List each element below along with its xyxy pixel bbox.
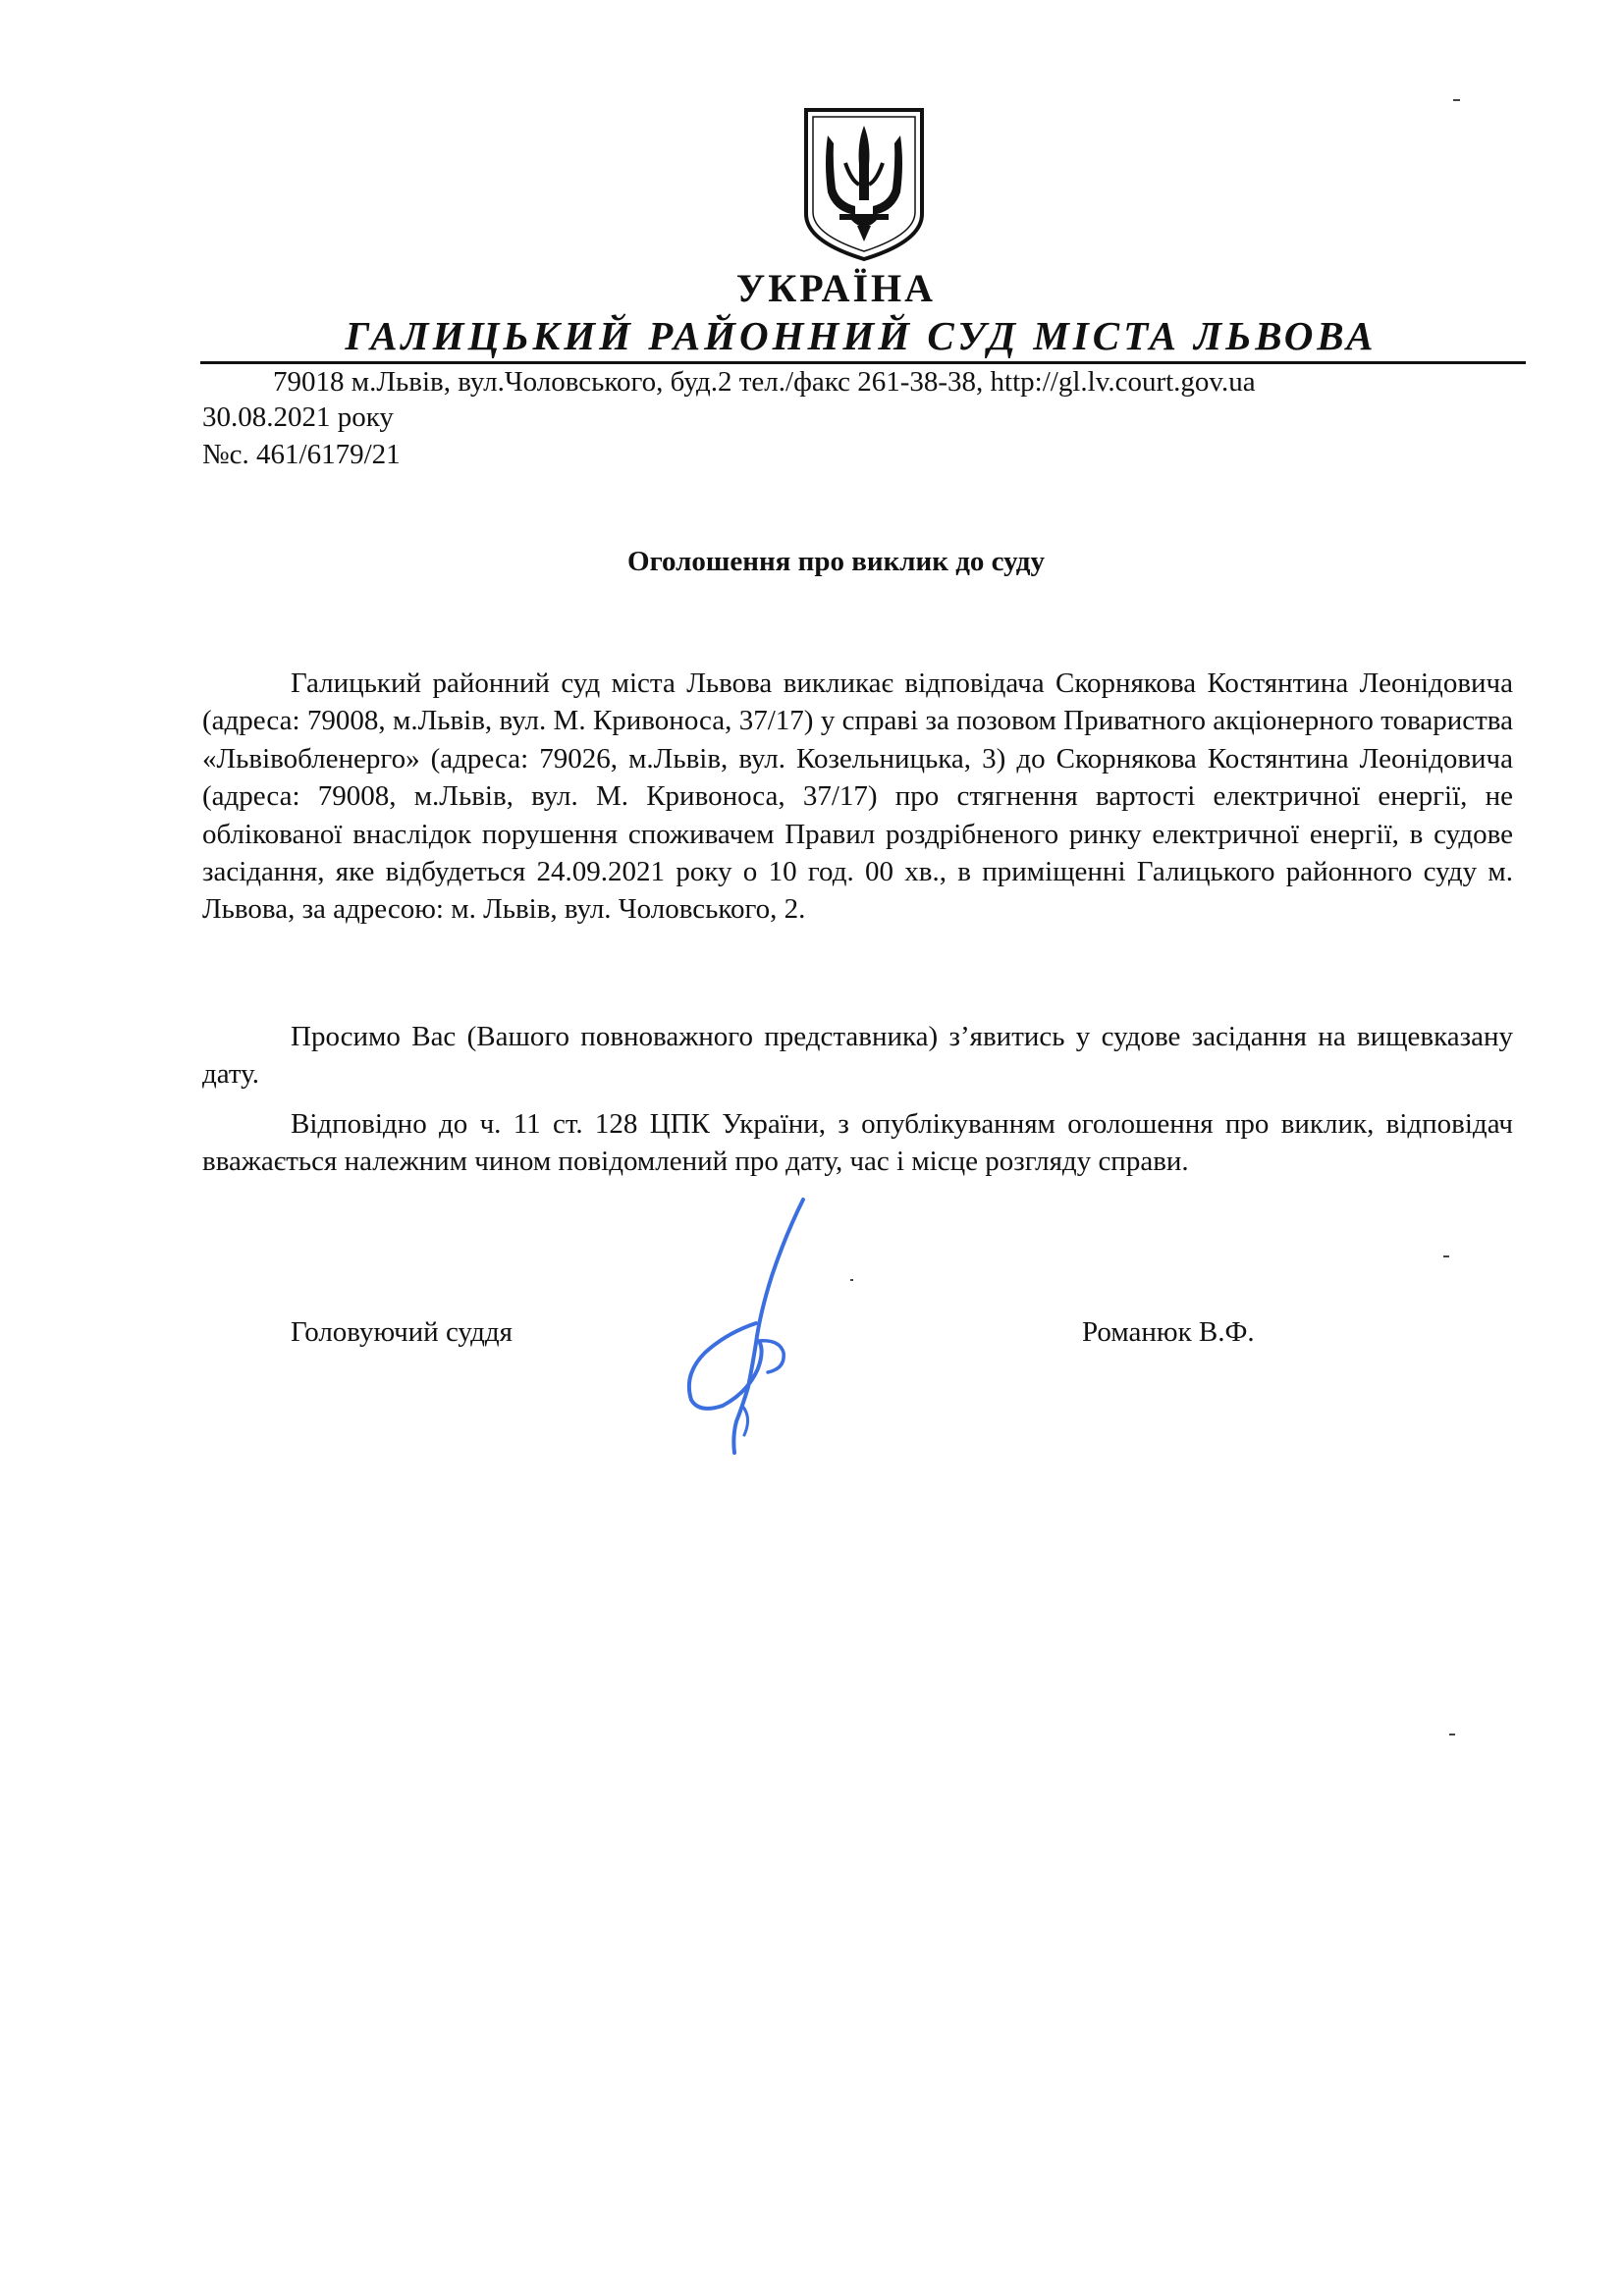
judge-name: Романюк В.Ф. bbox=[1082, 1316, 1255, 1348]
body-paragraph-summons: Галицький районний суд міста Львова викликає відповідача Скорнякова Костянтина Леонідовича (адреса: 79008, м.Львів, вул. М. Кривоноса, 37/17) у справі за позовом Приватного акціонерного товариства «Львівобленерго» (адреса: 79026, м.Львів, вул. Козельницька, 3) до Скорнякова Костянтина Леонідовича (адреса: 79008, м.Львів, вул. М. Кривоноса, 37/17) про стягнення вартості електричної енергії, не облікованої внаслідок порушення споживачем Правил роздрібненого ринку електричної енергії, в судове засідання, яке відбудеться 24.09.2021 року о 10 год. 00 хв., в приміщенні Галицького районного суду м. Львова, за адресою: м. Львів, вул. Чоловського, 2. bbox=[202, 667, 1513, 926]
document-date: 30.08.2021 року bbox=[202, 401, 394, 433]
presiding-judge-label: Головуючий суддя bbox=[291, 1316, 513, 1348]
case-number: №с. 461/6179/21 bbox=[202, 439, 401, 470]
body-paragraph-request: Просимо Вас (Вашого повноважного представника) з’явитись у судове засідання на вищевказану дату. bbox=[202, 1021, 1513, 1091]
court-address: 79018 м.Львів, вул.Чоловського, буд.2 тел./факс 261-38-38, http://gl.lv.court.gov.ua bbox=[273, 366, 1256, 398]
handwritten-signature bbox=[677, 1196, 815, 1456]
scan-speck bbox=[850, 1279, 853, 1281]
country-heading: УКРАЇНА bbox=[735, 266, 937, 310]
header-divider bbox=[200, 361, 1526, 364]
scan-speck bbox=[1443, 1255, 1449, 1257]
trident-coat-of-arms-icon bbox=[800, 104, 928, 264]
document-title: Оголошення про виклик до суду bbox=[627, 546, 1045, 577]
scan-speck bbox=[1453, 99, 1460, 101]
body-paragraph-legal-basis: Відповідно до ч. 11 ст. 128 ЦПК України, з опублікуванням оголошення про виклик, відповідач вважається належним чином повідомлений про дату, час і місце розгляду справи. bbox=[202, 1108, 1513, 1178]
court-name-heading: ГАЛИЦЬКИЙ РАЙОННИЙ СУД МІСТА ЛЬВОВА bbox=[345, 313, 1378, 358]
scan-speck bbox=[1449, 1734, 1455, 1735]
